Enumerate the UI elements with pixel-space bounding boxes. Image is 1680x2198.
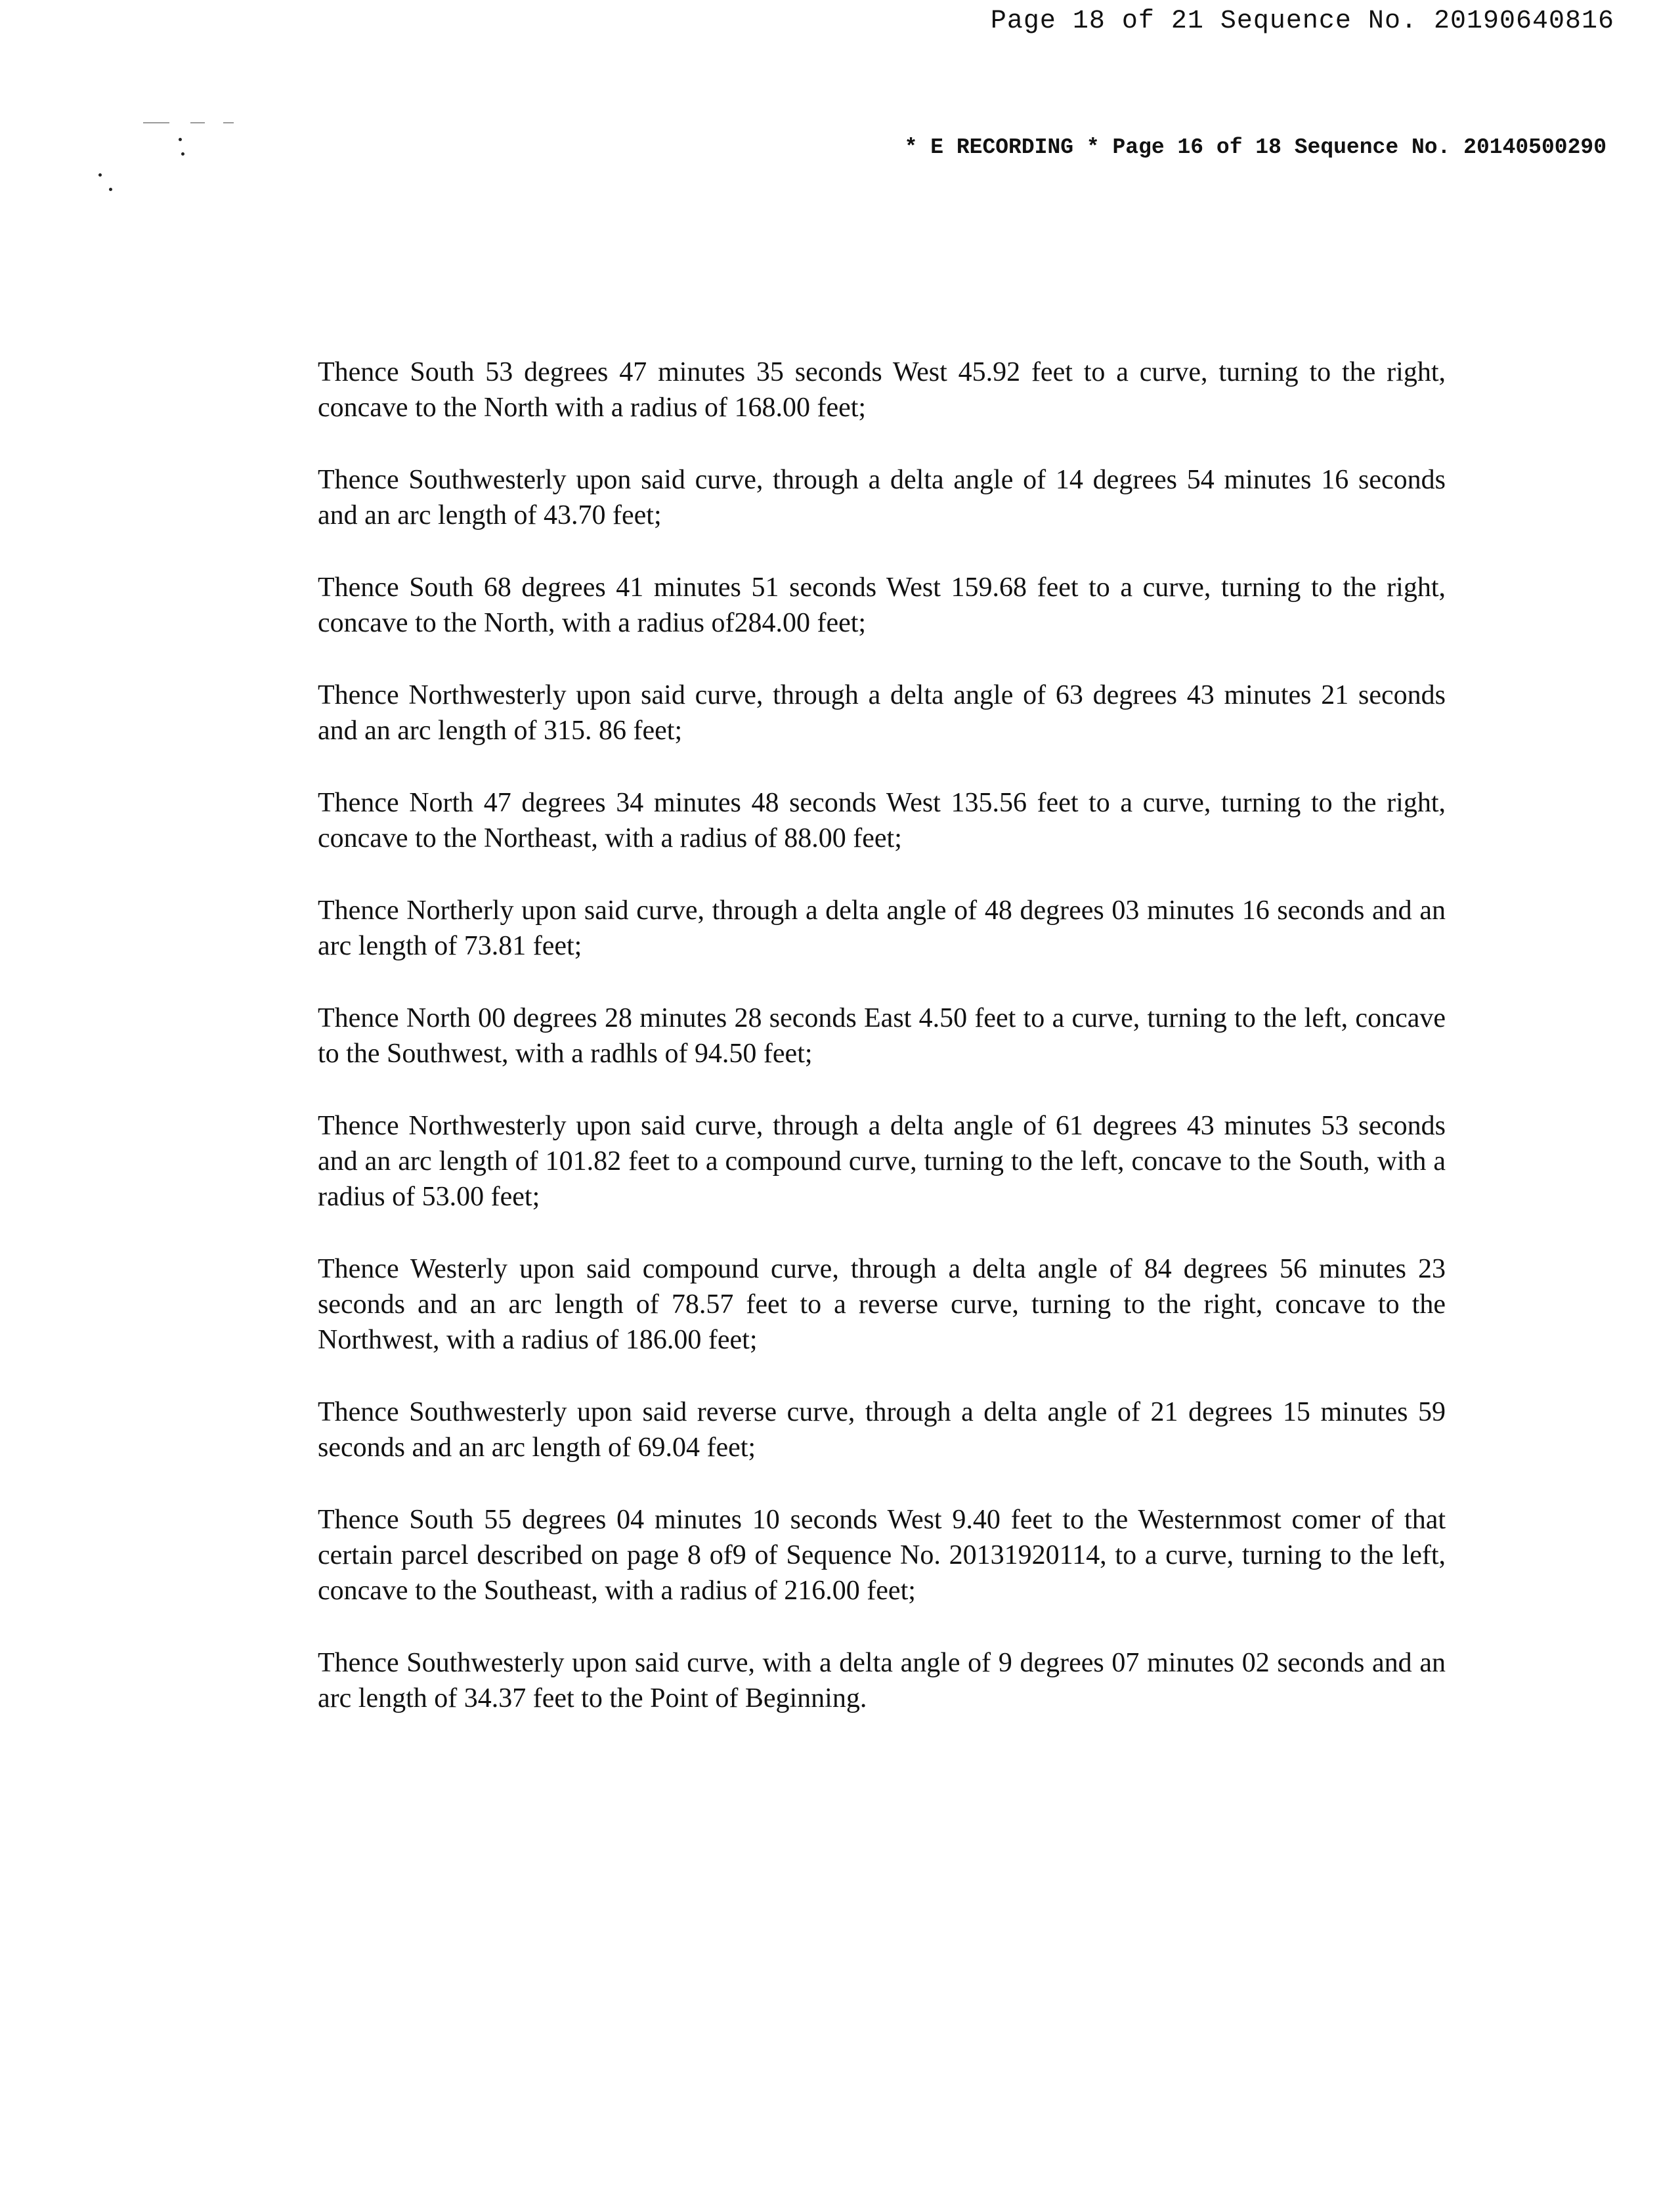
recording-header-original: * E RECORDING * Page 16 of 18 Sequence No. 20140500290 (904, 135, 1606, 160)
metes-bounds-paragraph: Thence North 00 degrees 28 minutes 28 seconds East 4.50 feet to a curve, turning to the left, concave to the Southwest, with a radhls of 94.50 feet; (318, 1003, 1446, 1069)
recording-header-current: Page 18 of 21 Sequence No. 20190640816 (990, 7, 1614, 36)
scan-artifact-speck (109, 188, 112, 191)
metes-bounds-paragraph: Thence South 53 degrees 47 minutes 35 seconds West 45.92 feet to a curve, turning to the right, concave to the North with a radius of 168.00 feet; (318, 357, 1446, 423)
metes-bounds-paragraph: Thence North 47 degrees 34 minutes 48 seconds West 135.56 feet to a curve, turning to the right, concave to the Northeast, with a radius of 88.00 feet; (318, 788, 1446, 853)
scan-artifact-mark (223, 122, 234, 123)
metes-bounds-paragraph: Thence South 55 degrees 04 minutes 10 seconds West 9.40 feet to the Westernmost comer of that certain parcel described on page 8 of9 of Sequence No. 20131920114, to a curve, turning to the left, concave to the Southeast, with a radius of 216.00 feet; (318, 1505, 1446, 1606)
metes-bounds-paragraph: Thence Southwesterly upon said curve, with a delta angle of 9 degrees 07 minutes 02 seconds and an arc length of 34.37 feet to the Point of Beginning. (318, 1648, 1446, 1713)
metes-bounds-paragraph: Thence Westerly upon said compound curve, through a delta angle of 84 degrees 56 minutes 23 seconds and an arc length of 78.57 feet to a reverse curve, turning to the right, concave to the Northwest, with a radius of 186.00 feet; (318, 1254, 1446, 1355)
scan-artifact-speck (98, 173, 102, 177)
metes-bounds-paragraph: Thence Northwesterly upon said curve, through a delta angle of 61 degrees 43 minutes 53 seconds and an arc length of 101.82 feet to a compound curve, turning to the left, concave to the South, with a radius of 53.00 feet; (318, 1111, 1446, 1212)
scan-artifact-speck (179, 138, 182, 141)
metes-bounds-paragraph: Thence Southwesterly upon said reverse curve, through a delta angle of 21 degrees 15 minutes 59 seconds and an arc length of 69.04 feet; (318, 1397, 1446, 1463)
metes-bounds-paragraph: Thence Southwesterly upon said curve, through a delta angle of 14 degrees 54 minutes 16 seconds and an arc length of 43.70 feet; (318, 465, 1446, 530)
metes-bounds-paragraph: Thence Northwesterly upon said curve, through a delta angle of 63 degrees 43 minutes 21 seconds and an arc length of 315. 86 feet; (318, 680, 1446, 746)
scan-artifact-mark (190, 122, 205, 123)
scan-artifact-mark (143, 122, 169, 123)
metes-bounds-paragraph: Thence South 68 degrees 41 minutes 51 seconds West 159.68 feet to a curve, turning to the right, concave to the North, with a radius of284.00 feet; (318, 572, 1446, 638)
scan-artifact-speck (181, 152, 184, 156)
metes-bounds-paragraph: Thence Northerly upon said curve, through a delta angle of 48 degrees 03 minutes 16 seconds and an arc length of 73.81 feet; (318, 895, 1446, 961)
legal-description-body (318, 355, 1446, 1753)
